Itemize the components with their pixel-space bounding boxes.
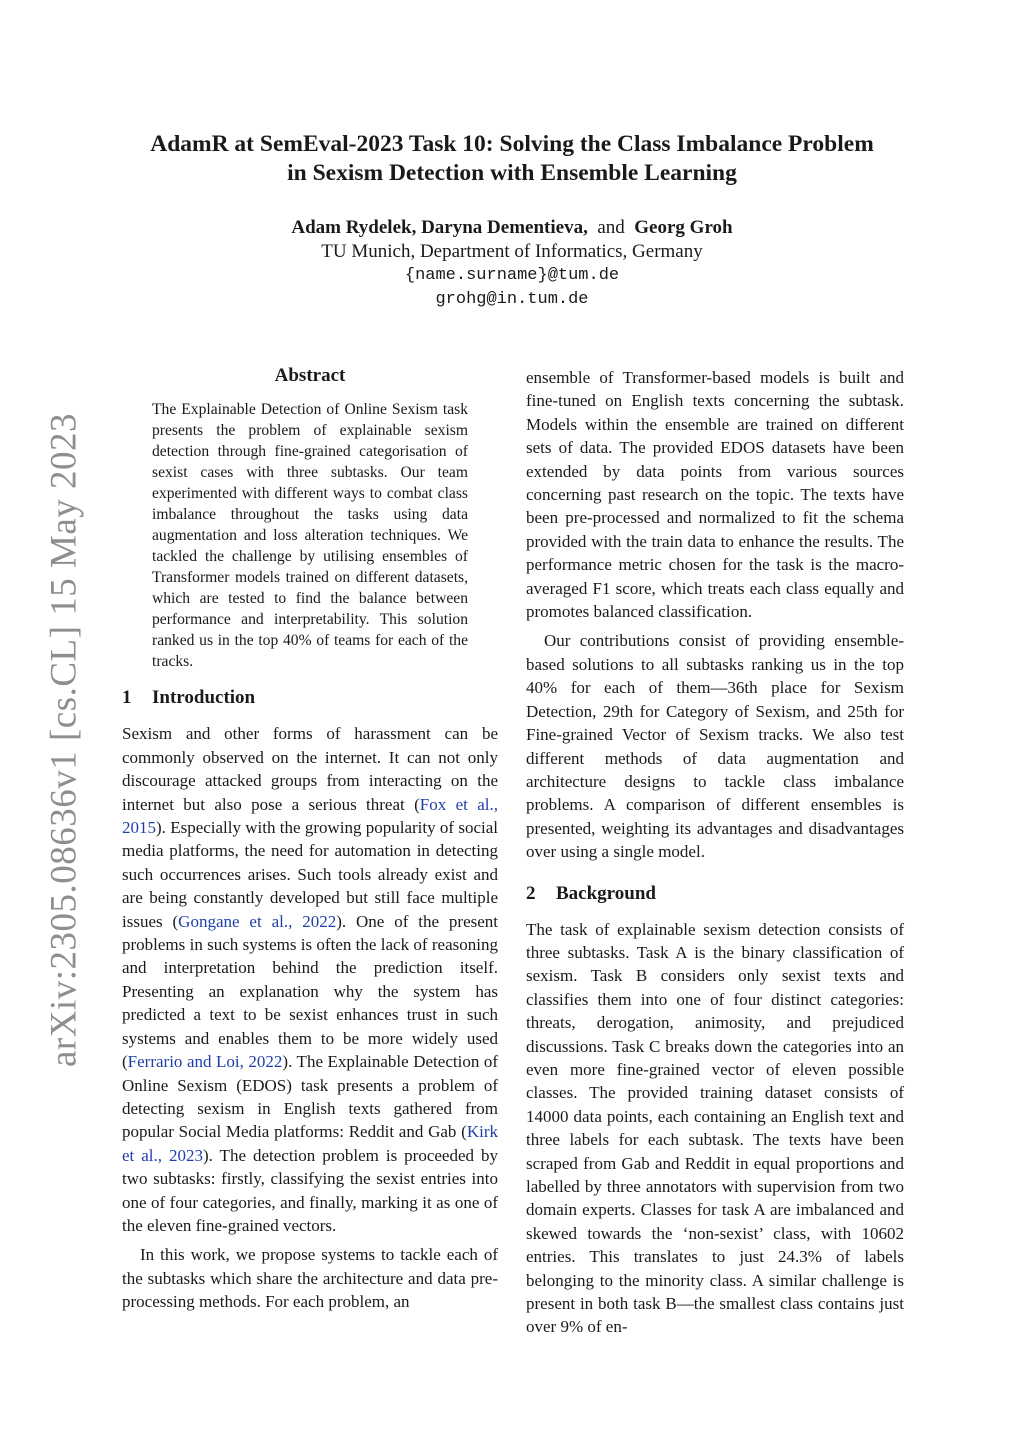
- author-conjunction: and: [597, 217, 625, 238]
- paper-title: [112, 130, 912, 188]
- section-title: Background: [556, 882, 656, 904]
- section-introduction-heading: [122, 686, 498, 710]
- title-line-1: AdamR at SemEval-2023 Task 10: Solving the Class Imbalance Problem: [150, 131, 874, 157]
- citation-link[interactable]: Ferrario and Loi, 2022: [127, 1052, 283, 1072]
- abstract-text: The Explainable Detection of Online Sexism task presents the problem of explainable sexism detection through fine-grained categorisation of sexist cases with three subtasks. Our team experimented with different ways to combat class imbalance throughout the tasks using data augmentation and loss alteration techniques. We tackled the challenge by utilising ensembles of Transformer models trained on different datasets, which are tested to find the balance between performance and interpretability. This solution ranked us in the top 40% of teams for each of the tracks.: [152, 401, 468, 671]
- section-number: 2: [526, 882, 536, 904]
- affiliation: TU Munich, Department of Informatics, Germany: [321, 241, 703, 262]
- intro-paragraph-1: [122, 722, 498, 1237]
- citation-link[interactable]: Gongane et al., 2022: [178, 911, 337, 931]
- author-names: [112, 216, 912, 240]
- section-background-heading: [526, 882, 904, 906]
- section-number: 1: [122, 687, 132, 709]
- citation-link[interactable]: Kirk et al., 2023: [122, 1122, 498, 1165]
- right-column: [526, 366, 904, 1339]
- email-groh[interactable]: grohg@in.tum.de: [435, 290, 589, 309]
- email-generic[interactable]: {name.surname}@tum.de: [404, 266, 620, 285]
- intro-text: Sexism and other forms of harassment can be commonly observed on the internet. It can not only discourage attacked groups from interacting on the internet but also pose a serious threat (: [122, 724, 498, 814]
- citation-link[interactable]: Fox et al., 2015: [122, 794, 498, 838]
- author-3: Georg Groh: [634, 217, 733, 238]
- intro-text: ). Especially with the growing popularity of social media platforms, the need for automation in detecting such occurrences arises. Such tools already exist and are being constantly developed but still face multiple issues (: [122, 818, 498, 931]
- background-paragraph-1: The task of explainable sexism detection consists of three subtasks. Task A is the binary classification of sexism. Task B considers only sexist texts and classifies them into one of four distinct categories: threats, derogation, animosity, and prejudiced discussions. Task C breaks down the categories into an even more fine-grained vector of eleven possible classes. The provided training dataset consists of 14000 data points, each containing an English text and three labels for each subtask. The texts have been scraped from Gab and Reddit in equal proportions and labelled by three annotators with supervision from two domain experts. Classes for task A are imbalanced and skewed towards the ‘non-sexist’ class, with 10602 entries. This translates to just 24.3% of labels belonging to the minority class. A similar challenge is present in both task B—the smallest class contains just over 9% of en-: [526, 919, 904, 1337]
- abstract-heading: Abstract: [274, 365, 346, 386]
- intro-text: ). The detection problem is proceeded by two subtasks: firstly, classifying the sexist entries into one of four categories, and finally, marking it as one of the eleven fine-grained vectors.: [122, 1145, 498, 1235]
- left-column: [122, 364, 498, 1314]
- arxiv-identifier-stamp: arXiv:2305.08636v1 [cs.CL] 15 May 2023: [43, 412, 85, 1068]
- intro-text: ). The Explainable Detection of Online Sexism (EDOS) task presents a problem of detecting sexism in English texts gathered from popular Social Media platforms: Reddit and Gab (: [122, 1052, 499, 1142]
- intro-paragraph-2: In this work, we propose systems to tackle each of the subtasks which share the architecture and data pre-processing methods. For each problem, an: [122, 1245, 498, 1312]
- section-title: Introduction: [152, 687, 256, 709]
- title-line-2: in Sexism Detection with Ensemble Learning: [287, 160, 737, 186]
- author-1: Adam Rydelek,: [291, 217, 417, 238]
- intro-text: ). One of the present problems in such systems is often the lack of reasoning and interpretation behind the prediction itself. Presenting an explanation why the system has predicted a text to be sexist enhances trust in such systems and enables them to be more widely used (: [122, 911, 499, 1072]
- author-2: Daryna Dementieva,: [421, 217, 588, 238]
- intro-paragraph-2-cont: ensemble of Transformer-based models is built and fine-tuned on English texts concerning the subtask. Models within the ensemble are trained on different sets of data. The provided EDOS datasets have been extended by data points from various sources concerning past research on the topic. The texts have been pre-processed and normalized to fit the schema provided with the train data to enhance the results. The performance metric chosen for the task is the macro-averaged F1 score, which treats each class equally and promotes balanced classification.: [526, 368, 904, 622]
- intro-paragraph-3: Our contributions consist of providing ensemble-based solutions to all subtasks ranking us in the top 40% for each of them—36th place for Sexism Detection, 29th for Category of Sexism, and 25th for Fine-grained Vector of Sexism tracks. We also test different methods of data augmentation and architecture designs to tackle class imbalance problems. A comparison of different ensembles is presented, weighting its advantages and disadvantages over using a single model.: [526, 631, 904, 862]
- author-block: [112, 216, 912, 312]
